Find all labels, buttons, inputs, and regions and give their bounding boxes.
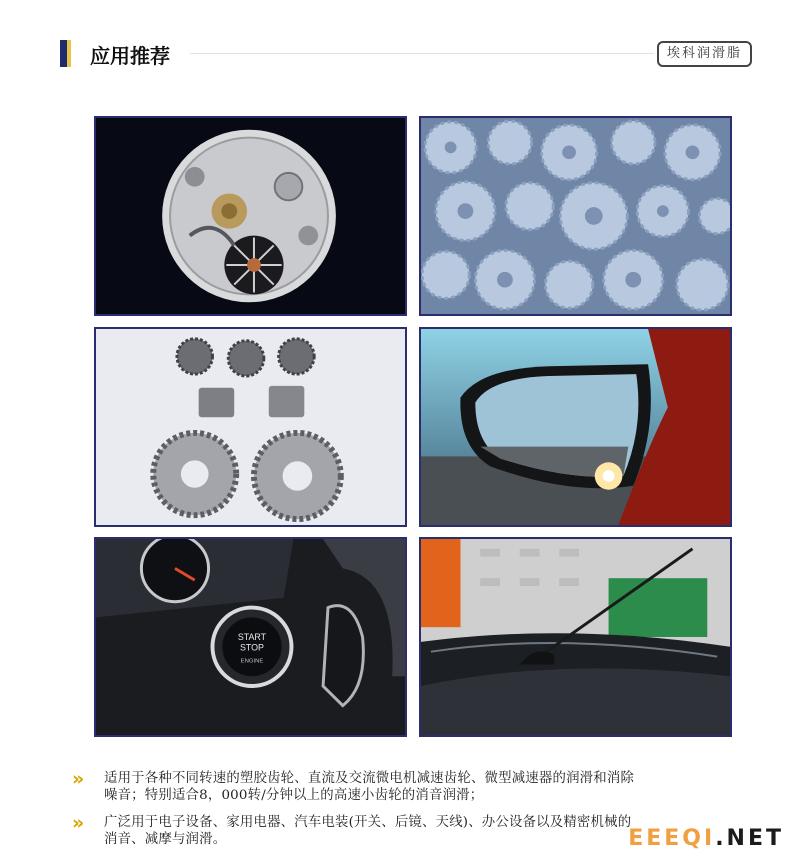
watermark-suffix: .NET <box>715 826 784 851</box>
bullet-text-line: 广泛用于电子设备、家用电器、汽车电装(开关、后镜、天线)、办公设备以及精密机械的 <box>104 815 632 830</box>
photo-plastic-gears <box>419 116 732 316</box>
section-header <box>60 38 752 68</box>
section-title: 应用推荐 <box>90 44 170 68</box>
bullet-text-line: 噪音；特别适合8，000转/分钟以上的高速小齿轮的消音润滑； <box>104 788 484 803</box>
watermark-prefix: EEEQI <box>628 826 716 851</box>
site-watermark <box>628 826 784 851</box>
double-chevron-icon: » <box>72 812 85 834</box>
header-divider <box>190 53 654 54</box>
header-accent-bar <box>60 40 67 67</box>
list-item <box>72 770 762 804</box>
photo-car-antenna <box>419 537 732 737</box>
bullet-text-line: 消音、减摩与润滑。 <box>104 832 227 847</box>
brand-badge: 埃科润滑脂 <box>657 41 752 67</box>
bullet-text-line: 适用于各种不同转速的塑胶齿轮、直流及交流微电机减速齿轮、微型减速器的润滑和消除 <box>104 771 635 786</box>
photo-start-stop-button <box>94 537 407 737</box>
double-chevron-icon: » <box>72 768 85 790</box>
svg-text:ENGINE: ENGINE <box>240 658 264 665</box>
photo-metal-gears <box>94 327 407 527</box>
photo-car-side-mirror <box>419 327 732 527</box>
svg-text:STOP: STOP <box>239 642 264 653</box>
svg-text:START: START <box>237 631 267 642</box>
photo-watch-movement <box>94 116 407 316</box>
